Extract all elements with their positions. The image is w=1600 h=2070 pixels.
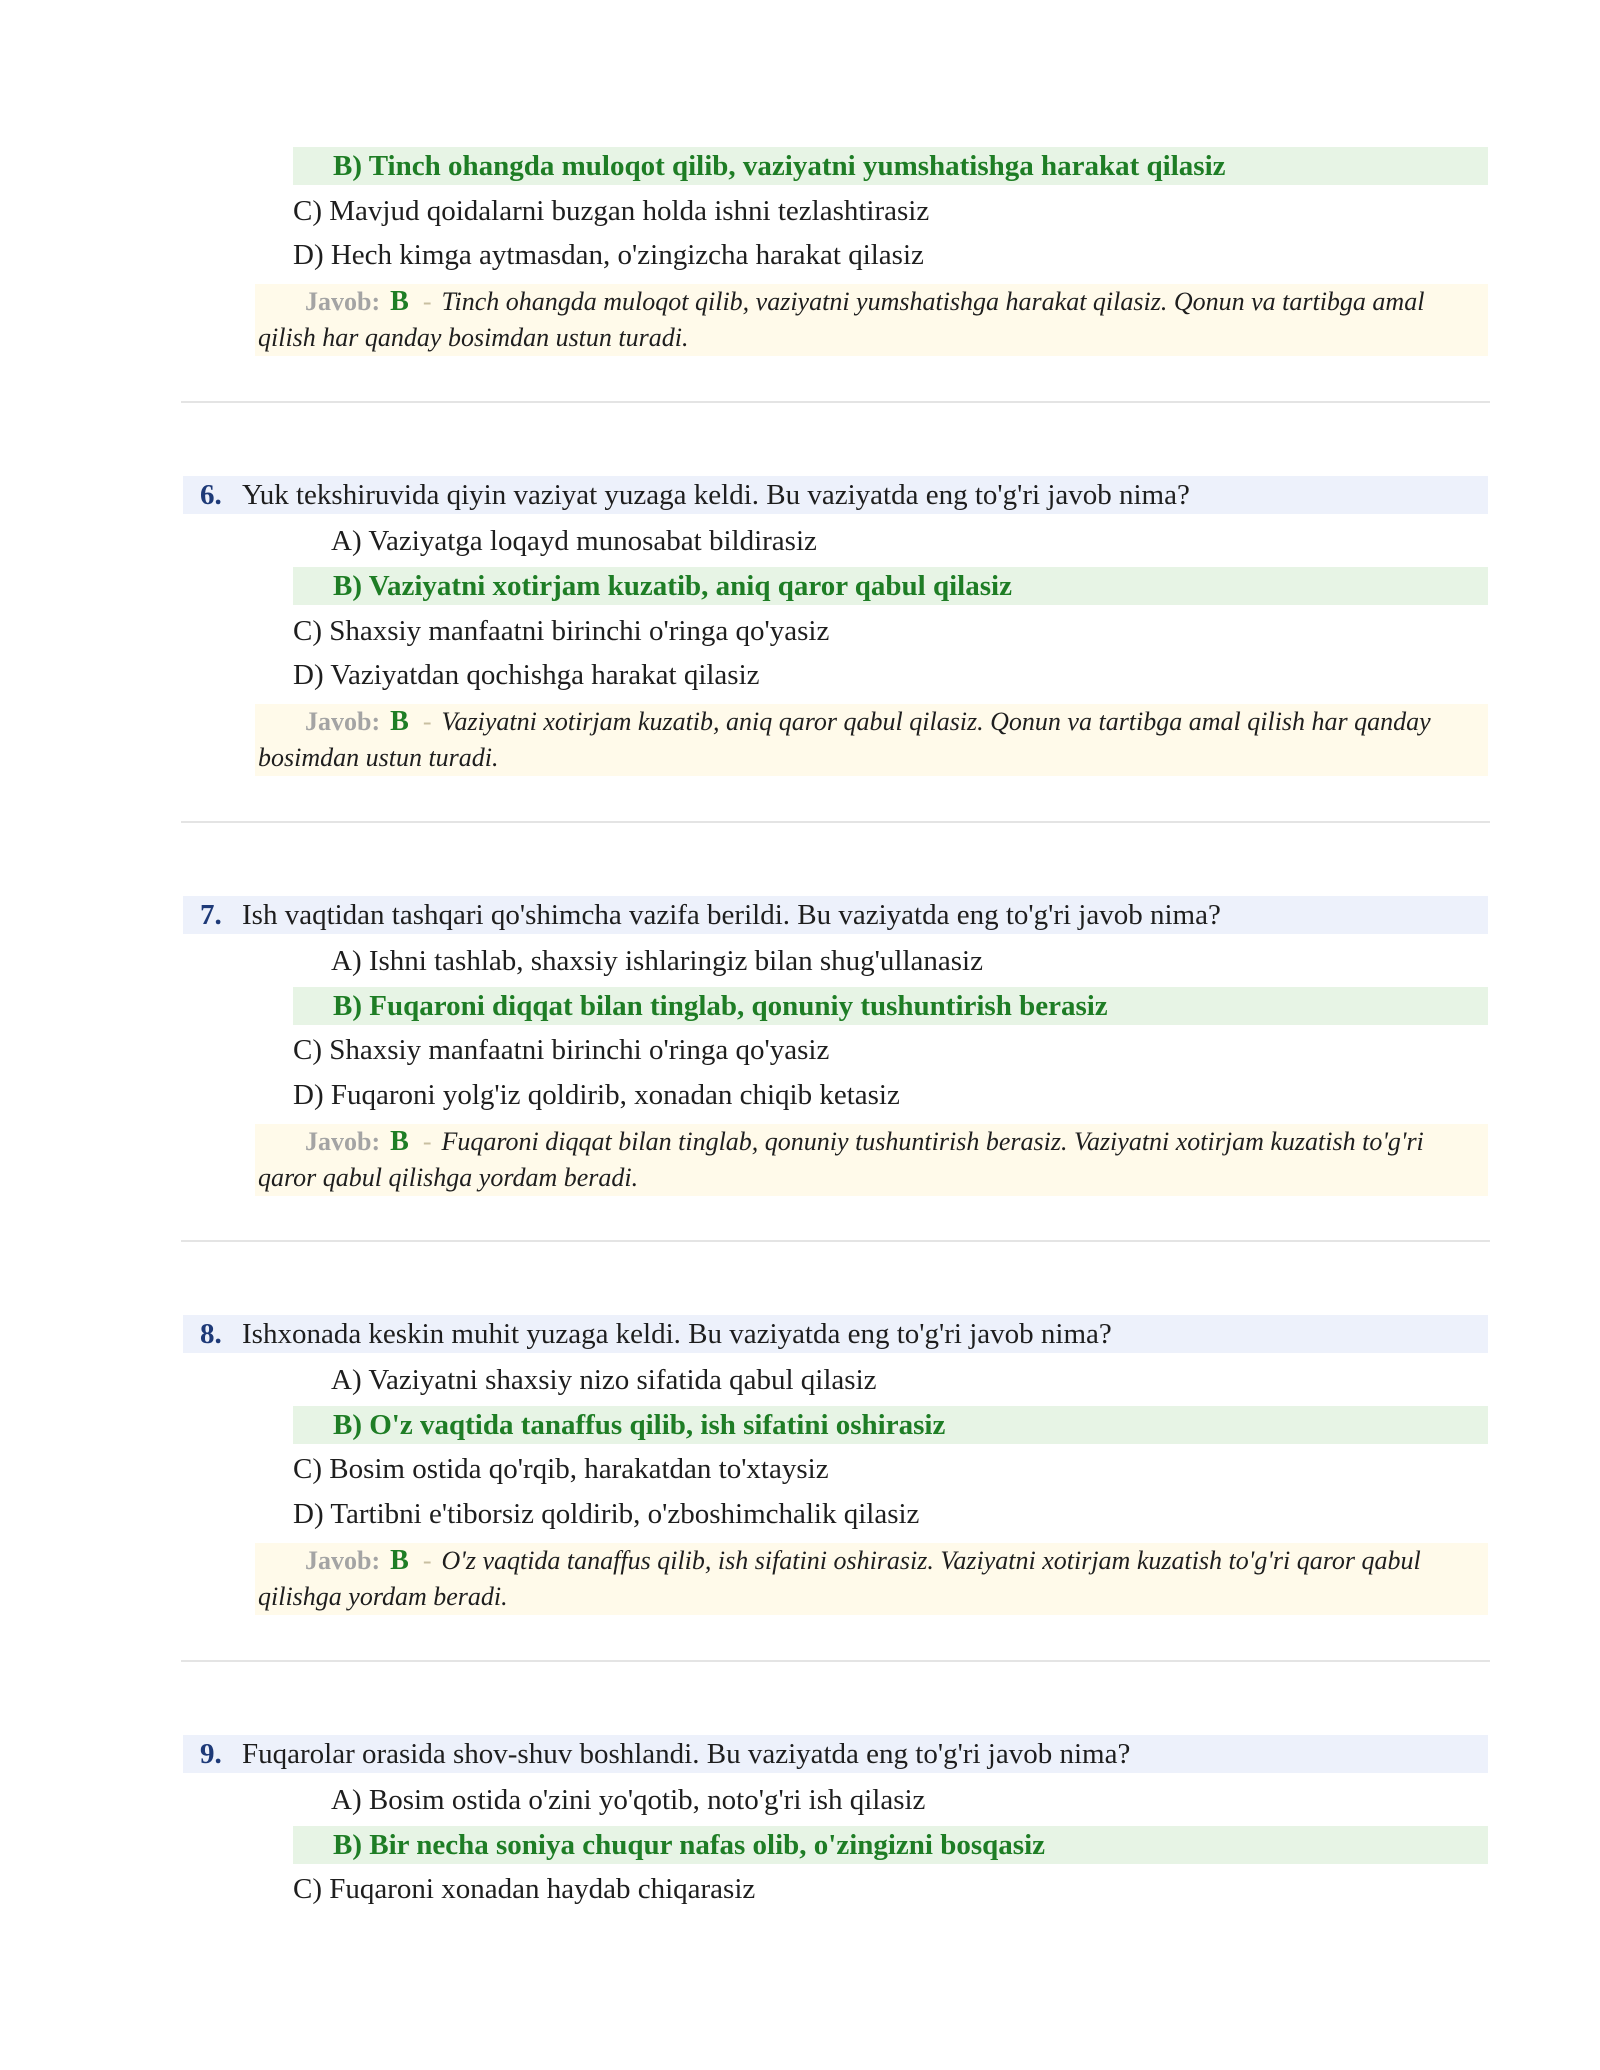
question-number: 9. bbox=[200, 1738, 222, 1770]
answer-label: Javob: bbox=[305, 1127, 381, 1156]
answer-dash: - bbox=[422, 1127, 432, 1156]
option-d: D) Vaziyatdan qochishga harakat qilasiz bbox=[293, 659, 760, 691]
option-a: A) Bosim ostida o'zini yo'qotib, noto'g'ri ish qilasiz bbox=[331, 1784, 926, 1816]
option-a: A) Ishni tashlab, shaxsiy ishlaringiz bilan shug'ullanasiz bbox=[331, 945, 983, 977]
option-b-correct bbox=[293, 1826, 1488, 1864]
answer-label: Javob: bbox=[305, 1546, 381, 1575]
answer-letter: B bbox=[390, 286, 409, 317]
answer-box bbox=[255, 1543, 1488, 1615]
question-row bbox=[183, 1735, 1488, 1773]
question-row bbox=[183, 896, 1488, 934]
option-b-correct bbox=[293, 567, 1488, 605]
answer-text: O'z vaqtida tanaffus qilib, ish sifatini oshirasiz. Vaziyatni xotirjam kuzatish to'g'ri qaror qabul qilishga yordam beradi. bbox=[258, 1546, 1421, 1611]
answer-dash: - bbox=[422, 287, 432, 316]
option-b-correct bbox=[293, 147, 1488, 185]
option-c: C) Bosim ostida qo'rqib, harakatdan to'xtaysiz bbox=[293, 1453, 829, 1485]
question-number: 7. bbox=[200, 899, 222, 931]
divider bbox=[181, 821, 1490, 823]
answer-letter: B bbox=[390, 1126, 409, 1157]
option-label: B) Bir necha soniya chuqur nafas olib, o'zingizni bosqasiz bbox=[333, 1829, 1046, 1861]
option-d: D) Tartibni e'tiborsiz qoldirib, o'zboshimchalik qilasiz bbox=[293, 1498, 920, 1530]
option-label: B) Fuqaroni diqqat bilan tinglab, qonuniy tushuntirish berasiz bbox=[333, 990, 1108, 1022]
option-c: C) Shaxsiy manfaatni birinchi o'ringa qo'yasiz bbox=[293, 615, 830, 647]
option-a: A) Vaziyatga loqayd munosabat bildirasiz bbox=[331, 525, 817, 557]
option-d: D) Fuqaroni yolg'iz qoldirib, xonadan chiqib ketasiz bbox=[293, 1079, 900, 1111]
question-text: Yuk tekshiruvida qiyin vaziyat yuzaga keldi. Bu vaziyatda eng to'g'ri javob nima? bbox=[242, 479, 1190, 511]
answer-label: Javob: bbox=[305, 707, 381, 736]
question-number: 6. bbox=[200, 479, 222, 511]
question-text: Ishxonada keskin muhit yuzaga keldi. Bu vaziyatda eng to'g'ri javob nima? bbox=[242, 1318, 1112, 1350]
answer-box bbox=[255, 284, 1488, 356]
answer-box bbox=[255, 704, 1488, 776]
question-row bbox=[183, 1315, 1488, 1353]
option-a: A) Vaziyatni shaxsiy nizo sifatida qabul qilasiz bbox=[331, 1364, 877, 1396]
option-d: D) Hech kimga aytmasdan, o'zingizcha harakat qilasiz bbox=[293, 239, 924, 271]
question-text: Fuqarolar orasida shov-shuv boshlandi. Bu vaziyatda eng to'g'ri javob nima? bbox=[242, 1738, 1131, 1770]
question-number: 8. bbox=[200, 1318, 222, 1350]
answer-text: Fuqaroni diqqat bilan tinglab, qonuniy tushuntirish berasiz. Vaziyatni xotirjam kuzatish to'g'ri qaror qabul qilishga yordam beradi. bbox=[258, 1127, 1424, 1192]
divider bbox=[181, 1660, 1490, 1662]
divider bbox=[181, 1240, 1490, 1242]
answer-letter: B bbox=[390, 1545, 409, 1576]
option-c: C) Mavjud qoidalarni buzgan holda ishni tezlashtirasiz bbox=[293, 195, 930, 227]
answer-letter: B bbox=[390, 706, 409, 737]
answer-dash: - bbox=[422, 1546, 432, 1575]
option-c: C) Shaxsiy manfaatni birinchi o'ringa qo'yasiz bbox=[293, 1034, 830, 1066]
divider bbox=[181, 401, 1490, 403]
option-c: C) Fuqaroni xonadan haydab chiqarasiz bbox=[293, 1873, 756, 1905]
question-row bbox=[183, 476, 1488, 514]
question-text: Ish vaqtidan tashqari qo'shimcha vazifa berildi. Bu vaziyatda eng to'g'ri javob nima? bbox=[242, 899, 1221, 931]
option-label: B) Vaziyatni xotirjam kuzatib, aniq qaror qabul qilasiz bbox=[333, 570, 1012, 602]
answer-text: Vaziyatni xotirjam kuzatib, aniq qaror qabul qilasiz. Qonun va tartibga amal qilish har qanday bosimdan ustun turadi. bbox=[258, 707, 1431, 772]
option-b-correct bbox=[293, 987, 1488, 1025]
answer-box bbox=[255, 1124, 1488, 1196]
option-label: B) Tinch ohangda muloqot qilib, vaziyatni yumshatishga harakat qilasiz bbox=[333, 150, 1226, 182]
answer-dash: - bbox=[422, 707, 432, 736]
answer-label: Javob: bbox=[305, 287, 381, 316]
option-b-correct bbox=[293, 1406, 1488, 1444]
answer-text: Tinch ohangda muloqot qilib, vaziyatni yumshatishga harakat qilasiz. Qonun va tartibga amal qilish har qanday bosimdan ustun turadi. bbox=[258, 287, 1425, 352]
option-label: B) O'z vaqtida tanaffus qilib, ish sifatini oshirasiz bbox=[333, 1409, 946, 1441]
